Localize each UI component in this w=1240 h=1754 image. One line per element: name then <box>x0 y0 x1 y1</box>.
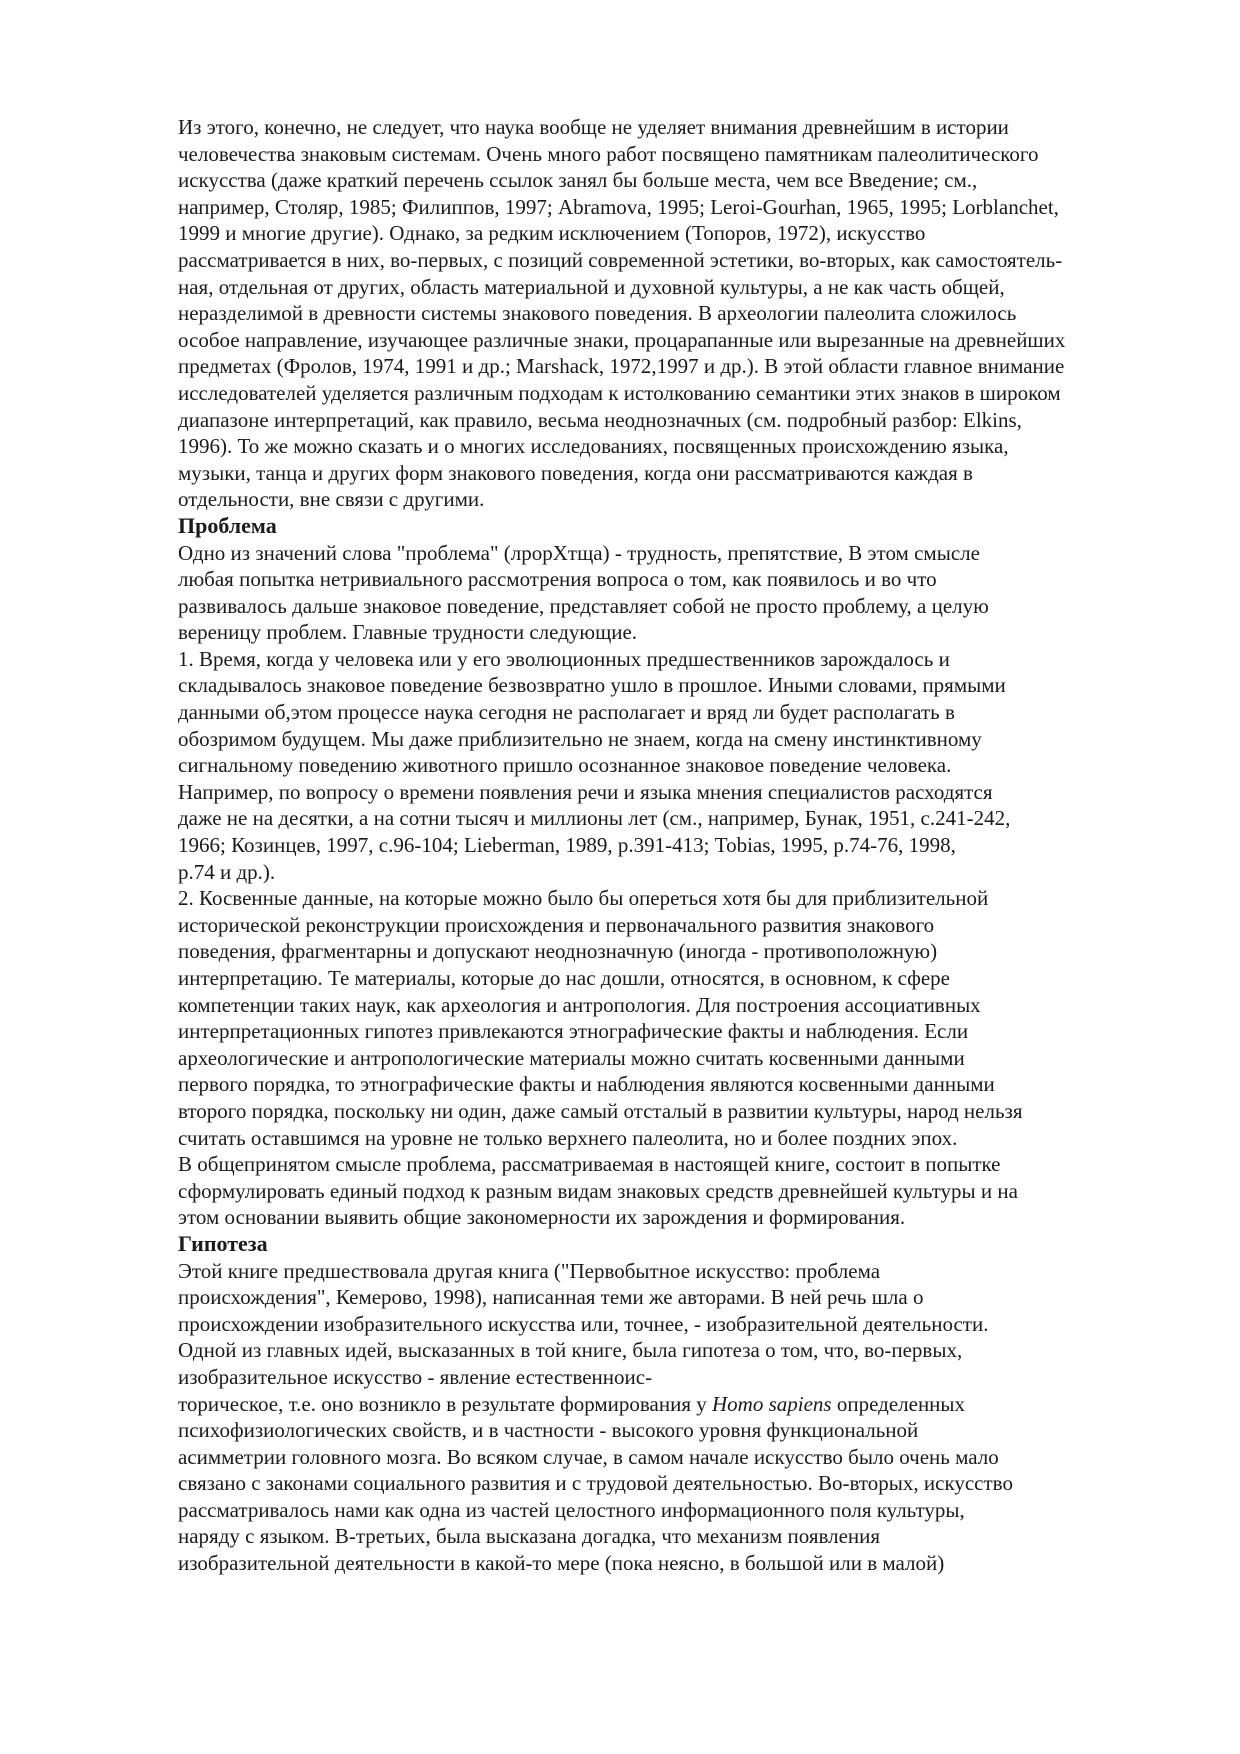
text-line: р.74 и др.). <box>178 859 276 884</box>
text-line: обозримом будущем. Мы даже приблизительно не знаем, когда на смену инстинктивному <box>178 726 982 751</box>
text-line: компетенции таких наук, как археология и антропология. Для построения ассоциативных <box>178 992 981 1017</box>
text-line: считать оставшимся на уровне не только верхнего палеолита, но и более поздних эпох. <box>178 1125 958 1150</box>
text-line: исторической реконструкции происхождения и первоначального развития знакового <box>178 912 935 937</box>
text-line: 1996). То же можно сказать и о многих исследованиях, посвященных происхождению языка, <box>178 434 1009 459</box>
text-line: предметах (Фролов, 1974, 1991 и др.; Marshack, 1972,1997 и др.). В этой области главное внимание <box>178 354 1065 379</box>
text-line: складывалось знаковое поведение безвозвратно ушло в прошлое. Иными словами, прямыми <box>178 673 1006 698</box>
text-line: Например, по вопросу о времени появления речи и языка мнения специалистов расходятся <box>178 779 993 804</box>
text-line: 1. Время, когда у человека или у его эволюционных предшественников зарождалось и <box>178 646 950 671</box>
text-line: психофизиологических свойств, и в частности - высокого уровня функциональной <box>178 1418 919 1443</box>
italic-term: Homo sapiens <box>712 1391 832 1416</box>
text-line: вереницу проблем. Главные трудности следующие. <box>178 620 638 645</box>
text-line: музыки, танца и других форм знакового поведения, когда они рассматриваются каждая в <box>178 460 973 485</box>
text-line: неразделимой в древности системы знакового поведения. В археологии палеолита сложилось <box>178 301 1017 326</box>
text-line: наряду с языком. В-третьих, была высказана догадка, что механизм появления <box>178 1524 881 1549</box>
text-line: происхождении изобразительного искусства или, точнее, - изобразительной деятельности. <box>178 1311 989 1336</box>
section-heading-hypothesis: Гипотеза <box>178 1230 268 1256</box>
text-line: археологические и антропологические материалы можно считать косвенными данными <box>178 1045 965 1070</box>
text-line: Этой книге предшествовала другая книга ("Первобытное искусство: проблема <box>178 1258 881 1283</box>
text-line: В общепринятом смысле проблема, рассматриваемая в настоящей книге, состоит в попытке <box>178 1152 1001 1177</box>
text-line: ная, отдельная от других, область материальной и духовной культуры, а не как часть общей, <box>178 274 1005 299</box>
text-line: человечества знаковым системам. Очень много работ посвящено памятникам палеолитического <box>178 141 1039 166</box>
text-line: асимметрии головного мозга. Во всяком случае, в самом начале искусство было очень мало <box>178 1444 999 1469</box>
text-line: диапазоне интерпретаций, как правило, весьма неоднозначных (см. подробный разбор: Elkins, <box>178 407 1022 432</box>
document-body <box>178 114 1168 1577</box>
text-line: изобразительное искусство - явление естественноис- <box>178 1364 653 1389</box>
text-line: происхождения", Кемерово, 1998), написанная теми же авторами. В ней речь шла о <box>178 1285 924 1310</box>
text-line: сигнальному поведению животного пришло осознанное знаковое поведение человека. <box>178 753 952 778</box>
text-line: Одной из главных идей, высказанных в той книге, была гипотеза о том, что, во-первых, <box>178 1338 963 1363</box>
text-line: связано с законами социального развития и с трудовой деятельностью. Во-вторых, искусство <box>178 1471 1013 1496</box>
text-line: 1966; Козинцев, 1997, с.96-104; Lieberman, 1989, р.391-413; Tobias, 1995, р.74-76, 1998, <box>178 833 956 858</box>
text-line: 1999 и многие другие). Однако, за редким исключением (Топоров, 1972), искусство <box>178 221 926 246</box>
text-line: развивалось дальше знаковое поведение, представляет собой не просто проблему, а целую <box>178 593 989 618</box>
text-line: первого порядка, то этнографические факты и наблюдения являются косвенными данными <box>178 1072 995 1097</box>
text-line: даже не на десятки, а на сотни тысяч и миллионы лет (см., например, Бунак, 1951, с.241-242, <box>178 806 1011 831</box>
text-line: Одно из значений слова "проблема" (лрорХтща) - трудность, препятствие, В этом смысле <box>178 540 980 565</box>
text-line: исследователей уделяется различным подходам к истолкованию семантики этих знаков в широком <box>178 380 1061 405</box>
text-line: изобразительной деятельности в какой-то мере (пока неясно, в большой или в малой) <box>178 1551 945 1576</box>
text-line: особое направление, изучающее различные знаки, процарапанные или вырезанные на древнейших <box>178 327 1066 352</box>
text-line: этом основании выявить общие закономерности их зарождения и формирования. <box>178 1205 906 1230</box>
text-line: любая попытка нетривиального рассмотрения вопроса о том, как появилось и во что <box>178 567 937 592</box>
text-line: рассматривается в них, во-первых, с позиций современной эстетики, во-вторых, как самостоятель- <box>178 247 1063 272</box>
section-heading-problem: Проблема <box>178 512 277 538</box>
text-line: интерпретацию. Те материалы, которые до нас дошли, относятся, в основном, к сфере <box>178 966 951 990</box>
text-line: поведения, фрагментарны и допускают неоднозначную (иногда - противоположную) <box>178 939 938 964</box>
text-line: интерпретационных гипотез привлекаются этнографические факты и наблюдения. Если <box>178 1019 969 1044</box>
text-line: искусства (даже краткий перечень ссылок занял бы больше места, чем все Введение; см., <box>178 168 978 193</box>
text-line: отдельности, вне связи с другими. <box>178 487 485 512</box>
text-line: рассматривалось нами как одна из частей целостного информационного поля культуры, <box>178 1497 965 1522</box>
text-line: например, Столяр, 1985; Филиппов, 1997; Abramova, 1995; Leroi-Gourhan, 1965, 1995; Lorblanchet, <box>178 194 1059 219</box>
text-line: второго порядка, поскольку ни один, даже самый отсталый в развитии культуры, народ нельзя <box>178 1098 1023 1123</box>
text-span: торическое, т.е. оно возникло в результате формирования у <box>178 1391 713 1416</box>
text-line <box>178 1391 1168 1418</box>
text-line: данными об,этом процессе наука сегодня не располагает и вряд ли будет располагать в <box>178 700 955 725</box>
text-line: Из этого, конечно, не следует, что наука вообще не уделяет внимания древнейшим в истории <box>178 115 1009 139</box>
text-span: определенных <box>831 1391 966 1416</box>
text-line: сформулировать единый подход к разным видам знаковых средств древнейшей культуры и на <box>178 1178 1018 1203</box>
text-line: 2. Косвенные данные, на которые можно было бы опереться хотя бы для приблизительной <box>178 886 989 911</box>
